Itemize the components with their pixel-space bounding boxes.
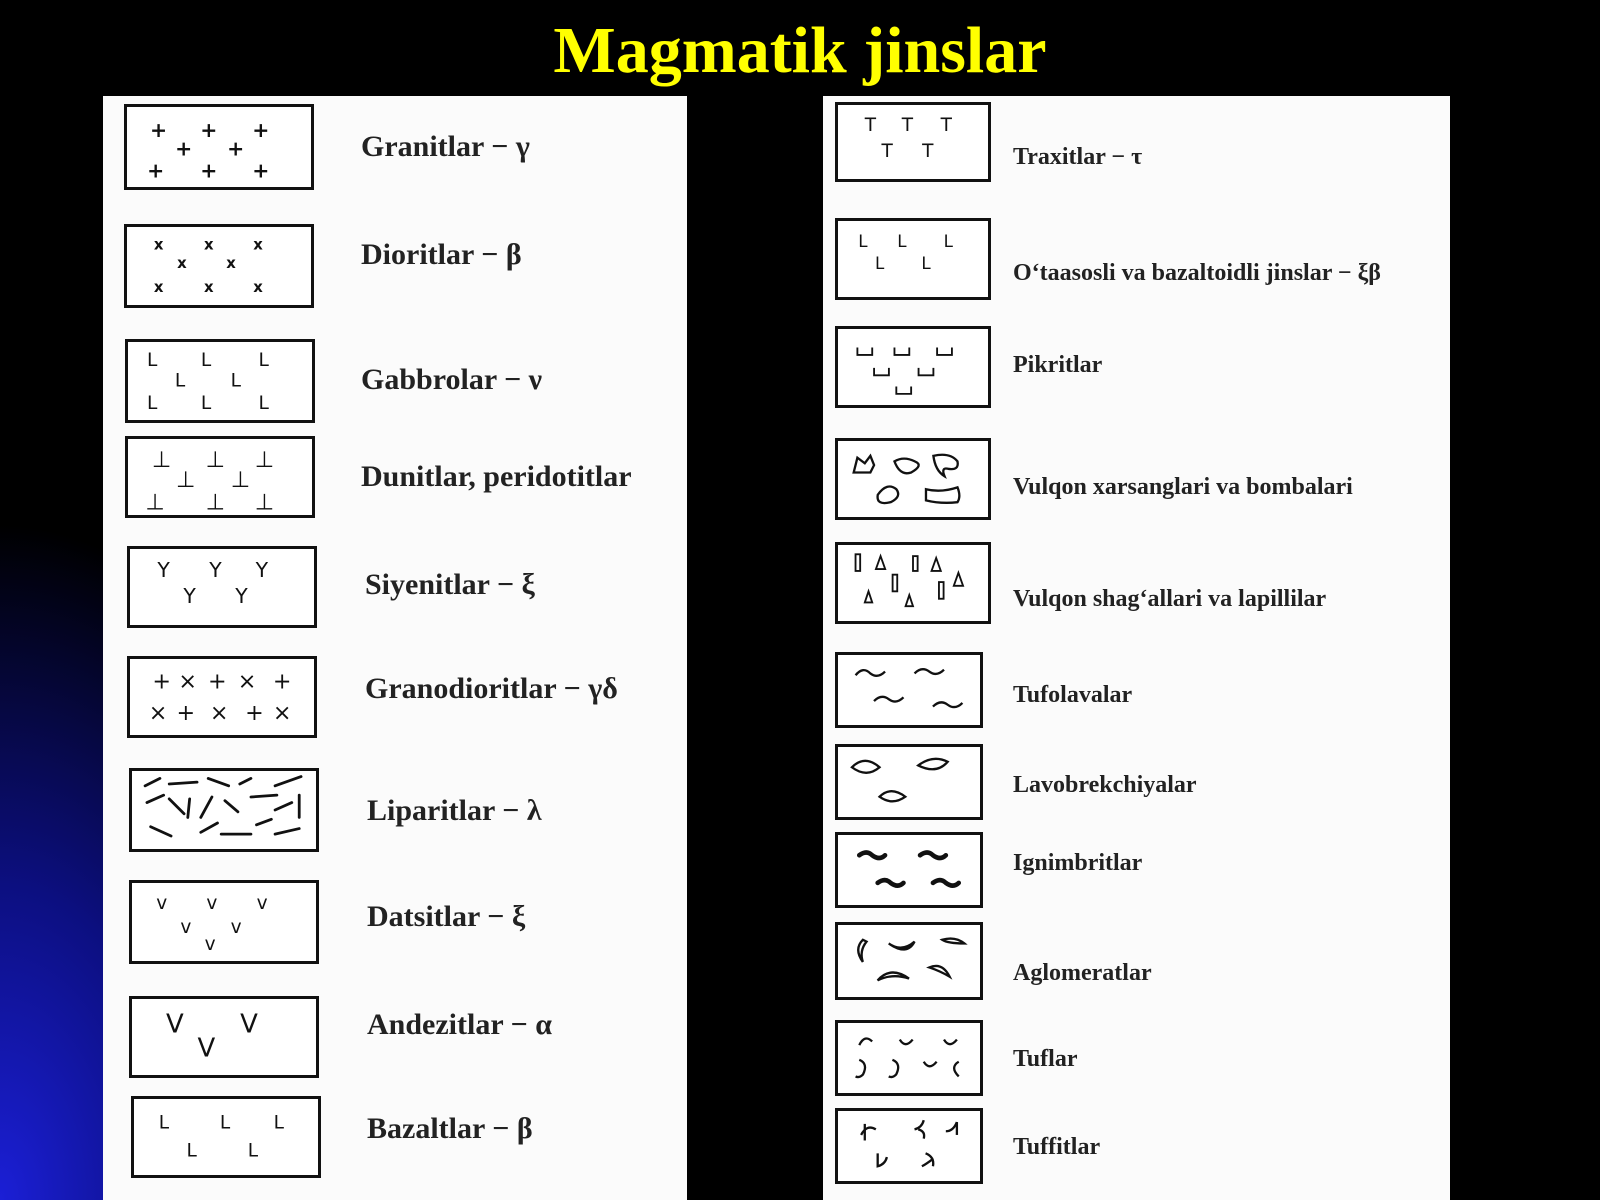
plus-pattern-icon (124, 104, 314, 190)
legend-row-gabbrolar (103, 339, 687, 423)
legend-row-siyenitlar (103, 546, 687, 630)
legend-panel-left (103, 96, 687, 1200)
svg-text:L: L (858, 231, 868, 251)
svg-text:L: L (200, 350, 212, 372)
svg-text:v: v (204, 933, 216, 955)
legend-label: Dunitlar, peridotitlar (361, 460, 632, 493)
svg-text:⊥: ⊥ (254, 489, 275, 515)
legend-row-granodioritlar (103, 656, 687, 740)
svg-text:+: + (176, 700, 196, 727)
svg-text:L: L (219, 1112, 231, 1134)
legend-label: Vulqon shag‘allari va lapillilar (1013, 586, 1327, 612)
svg-text:x: x (203, 278, 214, 296)
svg-text:+: + (149, 117, 168, 142)
small-v-pattern-icon (129, 880, 319, 964)
svg-text:L: L (258, 350, 269, 372)
svg-text:L: L (943, 231, 953, 251)
small-x-pattern-icon (124, 224, 314, 308)
legend-label: Dioritlar − β (361, 238, 522, 271)
svg-text:Y: Y (235, 583, 248, 608)
legend-label: Siyenitlar − ξ (365, 568, 535, 601)
large-v-pattern-icon (129, 996, 319, 1078)
svg-text:L: L (158, 1112, 170, 1134)
legend-row-ignimbritlar (823, 832, 1450, 912)
dash-line-pattern-icon (129, 768, 319, 852)
svg-text:L: L (897, 231, 907, 251)
svg-text:L: L (230, 370, 241, 392)
plus-x-pattern-icon (127, 656, 317, 738)
svg-text:+: + (200, 158, 218, 183)
l-shape-pattern-icon (835, 218, 991, 300)
legend-row-vulqon-xarsanglari (823, 438, 1450, 522)
svg-text:L: L (258, 392, 269, 414)
svg-text:L: L (200, 392, 212, 414)
y-shape-pattern-icon (127, 546, 317, 628)
svg-text:v: v (256, 893, 268, 914)
svg-text:⊥: ⊥ (254, 446, 275, 473)
svg-text:T: T (940, 114, 952, 136)
svg-text:x: x (226, 253, 236, 272)
bold-wave-pattern-icon (835, 832, 983, 908)
legend-panel-right (823, 96, 1450, 1200)
t-shape-pattern-icon (835, 102, 991, 182)
svg-text:Y: Y (157, 557, 170, 582)
svg-text:⊥: ⊥ (176, 467, 196, 494)
svg-text:+: + (252, 117, 270, 142)
legend-row-vulqon-shagallari (823, 542, 1450, 628)
inverted-t-pattern-icon (125, 436, 315, 518)
svg-text:L: L (186, 1140, 197, 1162)
legend-label: O‘taasosli va bazaltoidli jinslar − ξβ (1013, 260, 1381, 286)
svg-text:x: x (153, 235, 164, 254)
crescent-pattern-icon (835, 922, 983, 1000)
svg-text:L: L (874, 254, 885, 274)
svg-text:x: x (203, 235, 214, 254)
legend-row-datsitlar (103, 880, 687, 966)
svg-text:Y: Y (209, 557, 222, 582)
svg-text:v: v (180, 917, 192, 939)
legend-label: Granitlar − γ (361, 130, 530, 163)
svg-text:L: L (921, 254, 931, 274)
svg-text:+: + (175, 136, 193, 161)
svg-text:T: T (881, 140, 893, 162)
legend-row-traxitlar (823, 102, 1450, 186)
bomb-blob-pattern-icon (835, 438, 991, 520)
arc-pattern-icon (835, 1020, 983, 1096)
svg-text:+: + (152, 668, 172, 695)
legend-label: Vulqon xarsanglari va bombalari (1013, 474, 1353, 500)
svg-text:+: + (252, 158, 270, 183)
legend-label: Gabbrolar − ν (361, 363, 543, 396)
legend-row-tuffitlar (823, 1108, 1450, 1188)
lapilli-pattern-icon (835, 542, 991, 624)
legend-row-dunitlar (103, 436, 687, 520)
svg-text:V: V (240, 1009, 258, 1040)
svg-text:×: × (237, 668, 257, 695)
svg-text:x: x (253, 278, 263, 296)
svg-text:x: x (153, 278, 164, 296)
svg-text:⊥: ⊥ (151, 446, 172, 473)
legend-label: Liparitlar − λ (367, 794, 542, 827)
legend-label: Tufolavalar (1013, 682, 1133, 708)
svg-text:⊥: ⊥ (205, 489, 226, 515)
legend-row-aglomeratlar (823, 922, 1450, 1004)
legend-label: Tuflar (1013, 1046, 1078, 1072)
legend-label: Pikritlar (1013, 352, 1103, 378)
svg-text:Y: Y (255, 557, 269, 582)
svg-text:×: × (272, 700, 292, 727)
svg-text:v: v (156, 893, 168, 914)
legend-row-liparitlar (103, 768, 687, 854)
u-bracket-pattern-icon (835, 326, 991, 408)
svg-text:×: × (178, 668, 198, 695)
svg-text:T: T (864, 114, 877, 136)
legend-row-dioritlar (103, 224, 687, 310)
legend-label: Tuffitlar (1013, 1134, 1101, 1160)
lens-pattern-icon (835, 744, 983, 820)
legend-row-granitlar (103, 104, 687, 190)
svg-text:L: L (174, 370, 186, 392)
svg-text:v: v (206, 893, 218, 914)
hook-pattern-icon (835, 1108, 983, 1184)
svg-text:T: T (901, 114, 914, 136)
svg-text:L: L (147, 350, 158, 372)
legend-label: Lavobrekchiyalar (1013, 772, 1197, 798)
legend-row-andezitlar (103, 996, 687, 1080)
svg-text:+: + (208, 668, 227, 695)
svg-text:⊥: ⊥ (145, 489, 165, 515)
svg-text:x: x (177, 253, 187, 272)
svg-text:+: + (227, 136, 245, 161)
legend-label: Ignimbritlar (1013, 850, 1143, 876)
svg-text:Y: Y (183, 583, 196, 608)
svg-text:V: V (197, 1033, 216, 1064)
legend-row-pikritlar (823, 326, 1450, 410)
svg-text:V: V (166, 1009, 184, 1040)
legend-label: Traxitlar − τ (1013, 144, 1143, 170)
legend-row-lavobrekchiyalar (823, 744, 1450, 824)
legend-label: Bazaltlar − β (367, 1112, 533, 1145)
svg-text:+: + (272, 668, 292, 695)
svg-text:⊥: ⊥ (230, 467, 251, 494)
svg-text:v: v (230, 917, 242, 939)
legend-label: Granodioritlar − γδ (365, 672, 618, 705)
legend-row-bazaltlar (103, 1096, 687, 1180)
legend-row-otaasosli (823, 218, 1450, 302)
svg-text:+: + (245, 700, 264, 727)
legend-label: Andezitlar − α (367, 1008, 552, 1041)
svg-text:L: L (147, 392, 158, 414)
svg-text:×: × (148, 700, 168, 727)
l-shape-sparse-pattern-icon (131, 1096, 321, 1178)
legend-label: Aglomeratlar (1013, 960, 1152, 986)
legend-row-tufolavalar (823, 652, 1450, 732)
svg-text:T: T (922, 140, 934, 162)
svg-text:L: L (273, 1112, 284, 1134)
svg-text:+: + (147, 158, 165, 183)
svg-text:L: L (247, 1140, 259, 1162)
svg-text:⊥: ⊥ (205, 446, 226, 473)
legend-row-tuflar (823, 1020, 1450, 1100)
slide-title: Magmatik jinslar (553, 14, 1047, 87)
legend-label: Datsitlar − ξ (367, 900, 526, 933)
svg-text:×: × (209, 700, 229, 727)
l-shape-pattern-icon (125, 339, 315, 423)
svg-text:+: + (200, 117, 218, 142)
wave-pattern-icon (835, 652, 983, 728)
svg-text:x: x (253, 235, 263, 254)
